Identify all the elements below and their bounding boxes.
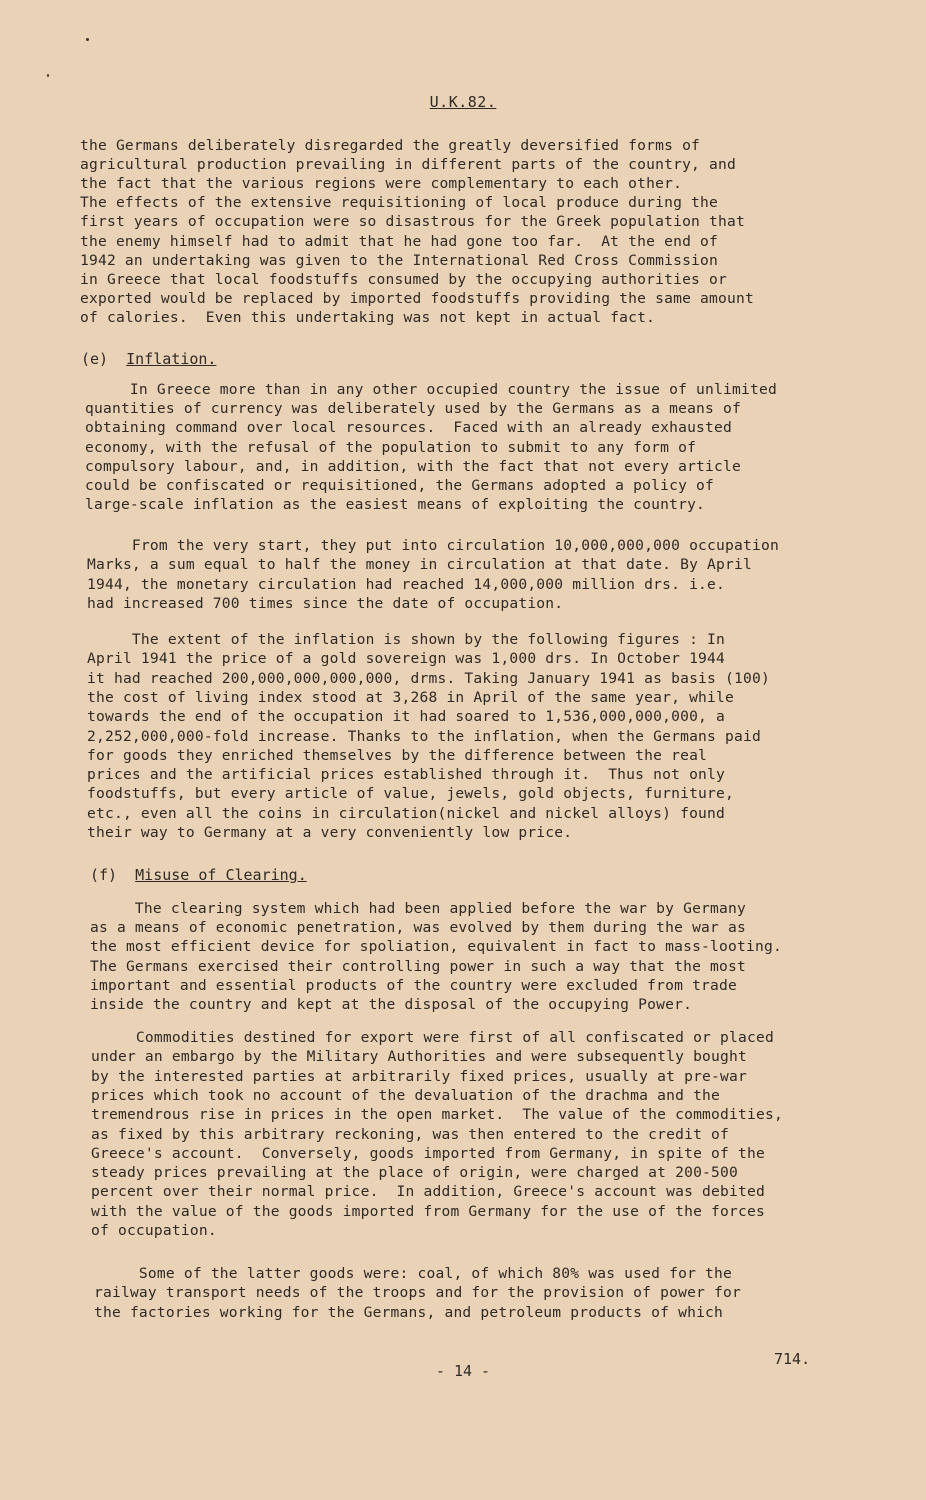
text-line: prices which took no account of the devaluation of the drachma and the [91, 1086, 721, 1104]
text-line: with the value of the goods imported from Germany for the use of the forces [91, 1202, 765, 1220]
section-f-label: (f) [90, 866, 118, 884]
text-line: first years of occupation were so disastrous for the Greek population that [80, 213, 745, 231]
text-line: quantities of currency was deliberately used by the Germans as a means of [85, 400, 741, 418]
section-e-title: Inflation. [126, 350, 217, 368]
text-line: Marks, a sum equal to half the money in circulation at that date. By April [87, 556, 752, 574]
text-line: it had reached 200,000,000,000,000, drms. Taking January 1941 as basis (100) [87, 669, 770, 687]
text-line: for goods they enriched themselves by the difference between the real [87, 746, 708, 764]
text-line: large-scale inflation as the easiest means of exploiting the country. [85, 496, 706, 514]
text-line: obtaining command over local resources. Faced with an already exhausted [85, 419, 733, 437]
section-e-label: (e) [81, 350, 109, 368]
text-line: the fact that the various regions were complementary to each other. [80, 175, 683, 193]
ink-speck [86, 38, 89, 41]
text-line: percent over their normal price. In addition, Greece's account was debited [91, 1183, 765, 1201]
text-line: the most efficient device for spoliation, equivalent in fact to mass-looting. [90, 938, 782, 956]
ink-speck [47, 74, 49, 77]
text-line: Commodities destined for export were first of all confiscated or placed [91, 1029, 774, 1046]
text-line: Greece's account. Conversely, goods imported from Germany, in spite of the [91, 1144, 765, 1162]
text-line: The effects of the extensive requisitioning of local produce during the [80, 194, 719, 212]
text-line: 1944, the monetary circulation had reached 14,000,000 million drs. i.e. [87, 575, 726, 593]
text-line: The extent of the inflation is shown by the following figures : In [87, 631, 726, 648]
text-line: by the interested parties at arbitrarily fixed prices, usually at pre-war [91, 1067, 747, 1085]
text-line: foodstuffs, but every article of value, jewels, gold objects, furniture, [87, 785, 735, 803]
text-line: steady prices prevailing at the place of origin, were charged at 200-500 [91, 1164, 739, 1182]
text-line: the enemy himself had to admit that he had gone too far. At the end of [80, 232, 719, 250]
text-line: From the very start, they put into circulation 10,000,000,000 occupation [87, 537, 779, 554]
text-line: under an embargo by the Military Authorities and were subsequently bought [91, 1048, 747, 1066]
text-line: etc., even all the coins in circulation(nickel and nickel alloys) found [87, 804, 726, 822]
section-e-heading [81, 350, 216, 368]
text-line: the Germans deliberately disregarded the greatly deversified forms of [80, 137, 701, 154]
text-line: agricultural production prevailing in different parts of the country, and [80, 156, 736, 174]
text-line: railway transport needs of the troops and for the provision of power for [94, 1284, 742, 1302]
text-line: their way to Germany at a very conveniently low price. [87, 824, 573, 841]
text-line: of occupation. [91, 1222, 217, 1239]
text-line: exported would be replaced by imported foodstuffs providing the same amount [80, 289, 754, 307]
text-line: economy, with the refusal of the population to submit to any form of [85, 438, 697, 456]
text-line: had increased 700 times since the date of occupation. [87, 595, 564, 613]
document-reference: U.K.82. [429, 93, 497, 111]
text-line: 1942 an undertaking was given to the International Red Cross Commission [80, 251, 719, 269]
text-line: of calories. Even this undertaking was not kept in actual fact. [80, 308, 656, 326]
page-number: - 14 - [435, 1362, 491, 1380]
text-line: the cost of living index stood at 3,268 in April of the same year, while [87, 688, 735, 706]
section-f-title: Misuse of Clearing. [135, 866, 307, 884]
text-line: could be confiscated or requisitioned, the Germans adopted a policy of [85, 477, 715, 494]
section-f-heading [90, 866, 307, 884]
text-line: as a means of economic penetration, was evolved by them during the war as [90, 919, 746, 937]
text-line: In Greece more than in any other occupied country the issue of unlimited [85, 381, 777, 398]
text-line: important and essential products of the country were excluded from trade [90, 976, 738, 994]
text-line: as fixed by this arbitrary reckoning, was then entered to the credit of [91, 1125, 730, 1143]
text-line: Some of the latter goods were: coal, of which 80% was used for the [94, 1265, 733, 1282]
text-line: 2,252,000,000-fold increase. Thanks to the inflation, when the Germans paid [87, 727, 761, 745]
document-number: 714. [774, 1350, 811, 1368]
text-line: in Greece that local foodstuffs consumed by the occupying authorities or [80, 270, 728, 288]
text-line: the factories working for the Germans, and petroleum products of which [94, 1303, 724, 1321]
text-line: The clearing system which had been applied before the war by Germany [90, 900, 746, 917]
text-line: The Germans exercised their controlling power in such a way that the most [90, 957, 746, 975]
text-line: towards the end of the occupation it had soared to 1,536,000,000,000, a [87, 708, 726, 726]
text-line: tremendrous rise in prices in the open market. The value of the commodities, [91, 1106, 783, 1124]
text-line: April 1941 the price of a gold sovereign was 1,000 drs. In October 1944 [87, 650, 726, 668]
text-line: compulsory labour, and, in addition, with the fact that not every article [85, 457, 741, 475]
text-line: inside the country and kept at the disposal of the occupying Power. [90, 996, 693, 1013]
text-line: prices and the artificial prices established through it. Thus not only [87, 766, 726, 784]
